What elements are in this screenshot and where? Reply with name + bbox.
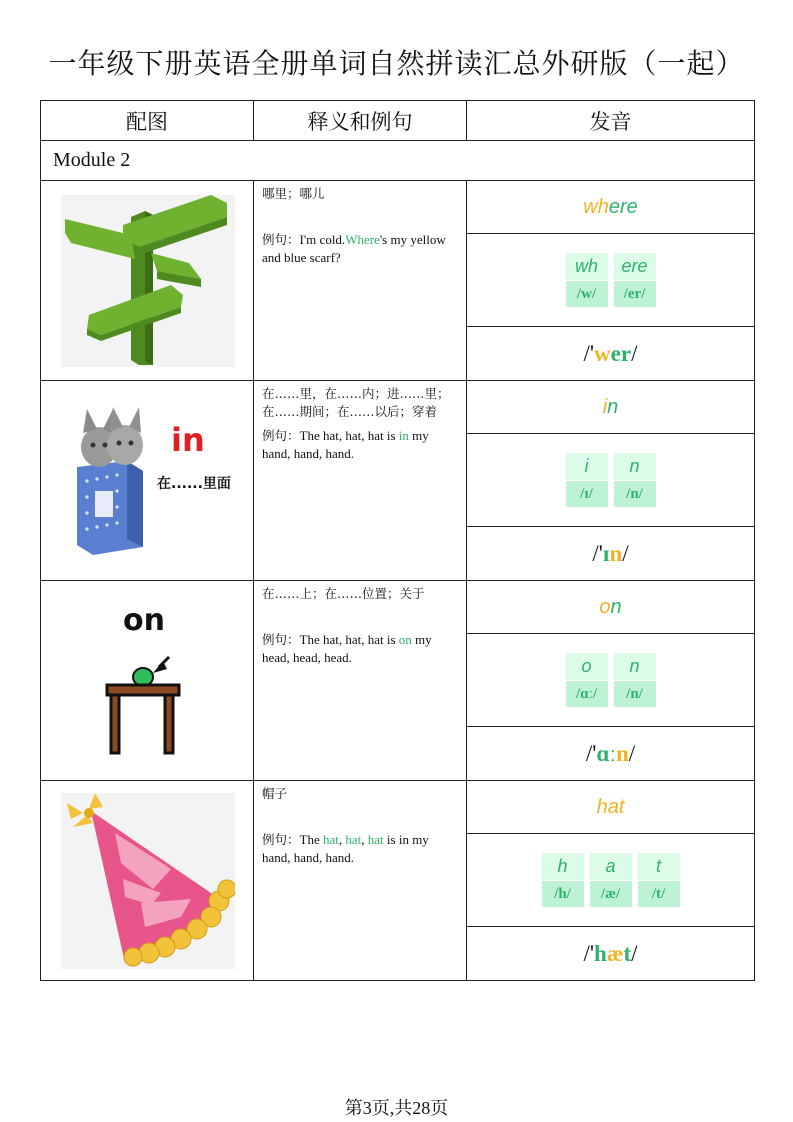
module-label: Module 2 (41, 141, 755, 181)
word-hat: h a t (467, 781, 754, 834)
picture-caption: 在......里面 (157, 476, 231, 492)
page-number: 第3页,共28页 (344, 1098, 449, 1118)
phonics-tiles (467, 434, 754, 527)
phonics-tile: ere /er/ (614, 253, 656, 307)
phonics-tiles (467, 634, 754, 727)
table-row (41, 581, 755, 781)
header-picture: 配图 (41, 101, 254, 141)
pronunciation-cell (467, 781, 755, 981)
example-sentence: 例句：The hat, hat, hat is in my hand, hand, hand. (262, 428, 429, 461)
phonics-tiles (467, 234, 754, 327)
table-row (41, 181, 755, 381)
word-where: wh ere (467, 181, 754, 234)
meaning-cell (254, 181, 467, 381)
phonics-tile: o /ɑː/ (566, 653, 608, 707)
picture-cell (41, 181, 254, 381)
picture-word-label: on (123, 603, 165, 638)
table-row (41, 381, 755, 581)
ball-on-table-image (101, 653, 191, 763)
example-sentence: 例句：The hat, hat, hat is on my head, head, head. (262, 632, 432, 665)
picture-word-label: in (171, 421, 205, 459)
phonics-tile: n /n/ (614, 453, 656, 507)
party-hat-image (61, 793, 235, 969)
page-title: 一年级下册英语全册单词自然拼读汇总外研版（一起） (48, 47, 745, 80)
example-sentence: 例句：I'm cold.Where's my yellow and blue scarf? (262, 232, 446, 265)
header-meaning: 释义和例句 (254, 101, 467, 141)
phonics-tile: a /æ/ (590, 853, 632, 907)
table-row (41, 781, 755, 981)
vocabulary-table (40, 100, 755, 981)
ipa-transcription: /' ɪ n / (592, 540, 629, 566)
pronunciation-cell (467, 181, 755, 381)
header-pronunciation: 发音 (467, 101, 755, 141)
phonics-tiles (467, 834, 754, 927)
pronunciation-cell (467, 381, 755, 581)
pronunciation-cell (467, 581, 755, 781)
ipa-transcription: /' h æ t / (583, 940, 638, 966)
picture-cell (41, 581, 254, 781)
picture-cell (41, 381, 254, 581)
word-on: o n (467, 581, 754, 634)
meaning-cell (254, 581, 467, 781)
ipa-transcription: /' w er / (583, 340, 638, 366)
phonics-tile: t /t/ (638, 853, 680, 907)
phonics-tile: n /n/ (614, 653, 656, 707)
table-header-row (41, 101, 755, 141)
phonics-tile: h /h/ (542, 853, 584, 907)
picture-cell (41, 781, 254, 981)
word-in: i n (467, 381, 754, 434)
ipa-transcription: /' ɑː n / (585, 740, 636, 766)
phonics-tile: i /ɪ/ (566, 453, 608, 507)
meaning-cell (254, 781, 467, 981)
meaning-text: 在……里，在……内；进……里；在……期间；在……以后；穿着 (262, 386, 450, 419)
meaning-text: 帽子 (262, 786, 288, 801)
module-row (41, 141, 755, 181)
example-sentence: 例句：The hat, hat, hat is in my hand, hand, hand. (262, 832, 429, 865)
signpost-image (61, 195, 235, 367)
meaning-cell (254, 381, 467, 581)
phonics-tile: wh /w/ (566, 253, 608, 307)
meaning-text: 在……上；在……位置；关于 (262, 586, 425, 601)
meaning-text: 哪里；哪儿 (262, 186, 325, 201)
